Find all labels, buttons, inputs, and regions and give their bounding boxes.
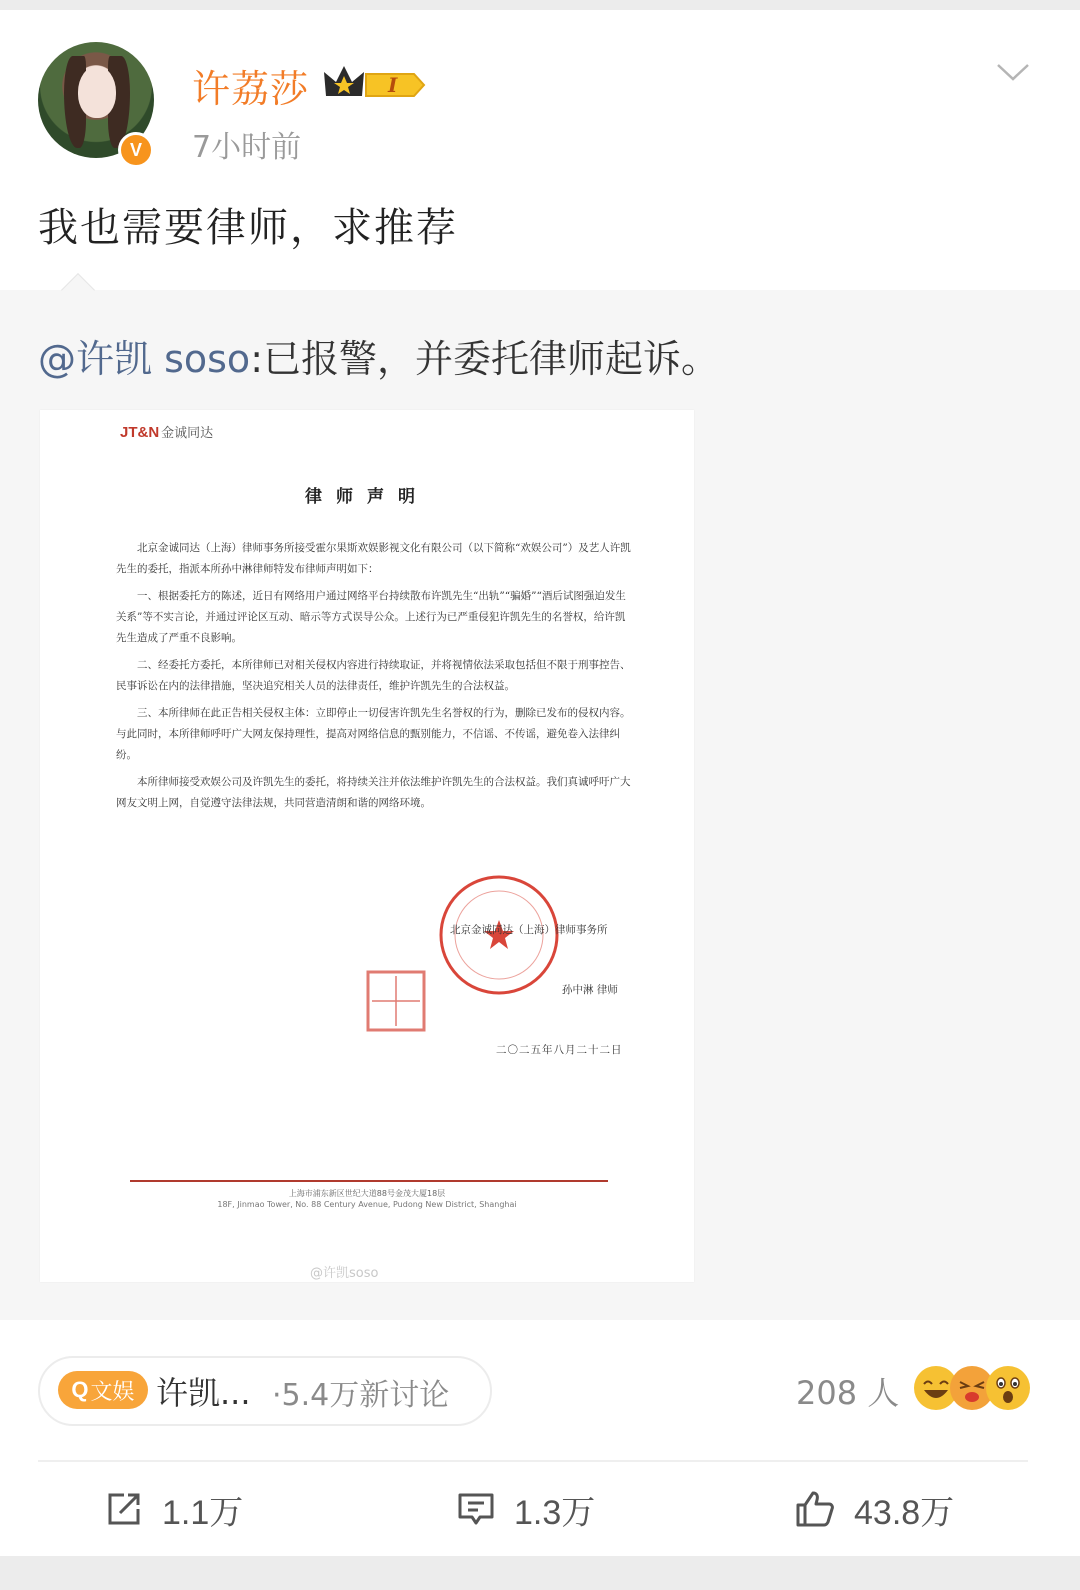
share-icon bbox=[104, 1489, 144, 1529]
post-timestamp: 7小时前 bbox=[192, 130, 302, 165]
document-paragraph: 三、本所律师在此正告相关侵权主体：立即停止一切侵害许凯先生名誉权的行为，删除已发布的侵权内容。与此同时，本所律师呼吁广大网友保持理性，提高对网络信息的甄别能力，不信谣、不传谣，避免卷入法律纠纷。 bbox=[116, 707, 631, 761]
thumbs-up-icon bbox=[794, 1489, 836, 1529]
post-text: 我也需要律师，求推荐 bbox=[38, 205, 458, 251]
bottom-strip bbox=[0, 1556, 1080, 1590]
reaction-people-count: 208 人 bbox=[796, 1374, 900, 1412]
document-body bbox=[116, 538, 632, 820]
repost-text: :已报警，并委托律师起诉。 bbox=[250, 337, 719, 381]
firm-logo bbox=[120, 422, 213, 441]
document-footer-rule bbox=[130, 1180, 608, 1182]
document-firm-name: 北京金诚同达（上海）律师事务所 bbox=[450, 924, 608, 936]
image-watermark: @许凯soso bbox=[310, 1266, 379, 1281]
like-button[interactable] bbox=[794, 1484, 954, 1534]
verified-badge-icon: V bbox=[118, 132, 154, 168]
vip-crown-icon bbox=[322, 62, 426, 104]
statement-image[interactable] bbox=[40, 410, 694, 1282]
shocked-emoji-icon bbox=[986, 1366, 1030, 1410]
username[interactable]: 许荔莎 bbox=[192, 67, 310, 111]
document-paragraph: 本所律师接受欢娱公司及许凯先生的委托，将持续关注并依法维护许凯先生的合法权益。我们真诚呼吁广大网友文明上网，自觉遵守法律法规，共同营造清朗和谐的网络环境。 bbox=[116, 776, 631, 809]
document-title: 律师声明 bbox=[305, 487, 429, 507]
share-count: 1.1万 bbox=[162, 1493, 244, 1532]
like-count: 43.8万 bbox=[854, 1493, 955, 1532]
comment-count: 1.3万 bbox=[514, 1493, 596, 1532]
vip-level: I bbox=[388, 73, 398, 97]
search-icon: Q bbox=[71, 1377, 89, 1402]
comment-button[interactable] bbox=[456, 1484, 595, 1534]
document-paragraph: 二、经委托方委托，本所律师已对相关侵权内容进行持续取证，并将视情依法采取包括但不限于刑事控告、民事诉讼在内的法律措施，坚决追究相关人员的法律责任，维护许凯先生的合法权益。 bbox=[116, 659, 631, 692]
firm-logo-mark: JT&N bbox=[120, 424, 160, 441]
document-address-cn: 上海市浦东新区世纪大道88号金茂大厦18层 bbox=[288, 1189, 446, 1198]
document-paragraph: 北京金诚同达（上海）律师事务所接受霍尔果斯欢娱影视文化有限公司（以下简称“欢娱公司”）及艺人许凯先生的委托，指派本所孙中淋律师特发布律师声明如下： bbox=[116, 542, 631, 575]
repost-line bbox=[38, 328, 719, 383]
footer-divider bbox=[38, 1460, 1028, 1462]
document-address-en: 18F, Jinmao Tower, No. 88 Century Avenue, Pudong New District, Shanghai bbox=[217, 1200, 517, 1209]
avatar-face bbox=[78, 66, 116, 118]
topic-name[interactable]: 许凯... bbox=[156, 1374, 251, 1412]
document-date: 二〇二五年八月二十二日 bbox=[496, 1044, 623, 1056]
topic-tag bbox=[58, 1371, 148, 1409]
share-button[interactable] bbox=[104, 1484, 243, 1534]
document-paragraph: 一、根据委托方的陈述，近日有网络用户通过网络平台持续散布许凯先生“出轨”“骗婚”“酒后试图强迫发生关系”等不实言论，并通过评论区互动、暗示等方式误导公众。上述行为已严重侵犯许凯先生的名誉权，给许凯先生造成了严重不良影响。 bbox=[116, 590, 626, 644]
lawyer-seal-stamp bbox=[366, 970, 426, 1032]
firm-logo-text: 金诚同达 bbox=[161, 425, 214, 440]
topic-count: ·5.4万新讨论 bbox=[272, 1378, 450, 1413]
document-lawyer: 孙中淋 律师 bbox=[562, 984, 618, 996]
chevron-down-icon[interactable] bbox=[996, 62, 1030, 82]
comment-icon bbox=[456, 1489, 496, 1529]
top-strip bbox=[0, 0, 1080, 10]
mention-link[interactable]: @许凯 soso bbox=[38, 337, 251, 381]
topic-tag-label: 文娱 bbox=[90, 1379, 135, 1405]
